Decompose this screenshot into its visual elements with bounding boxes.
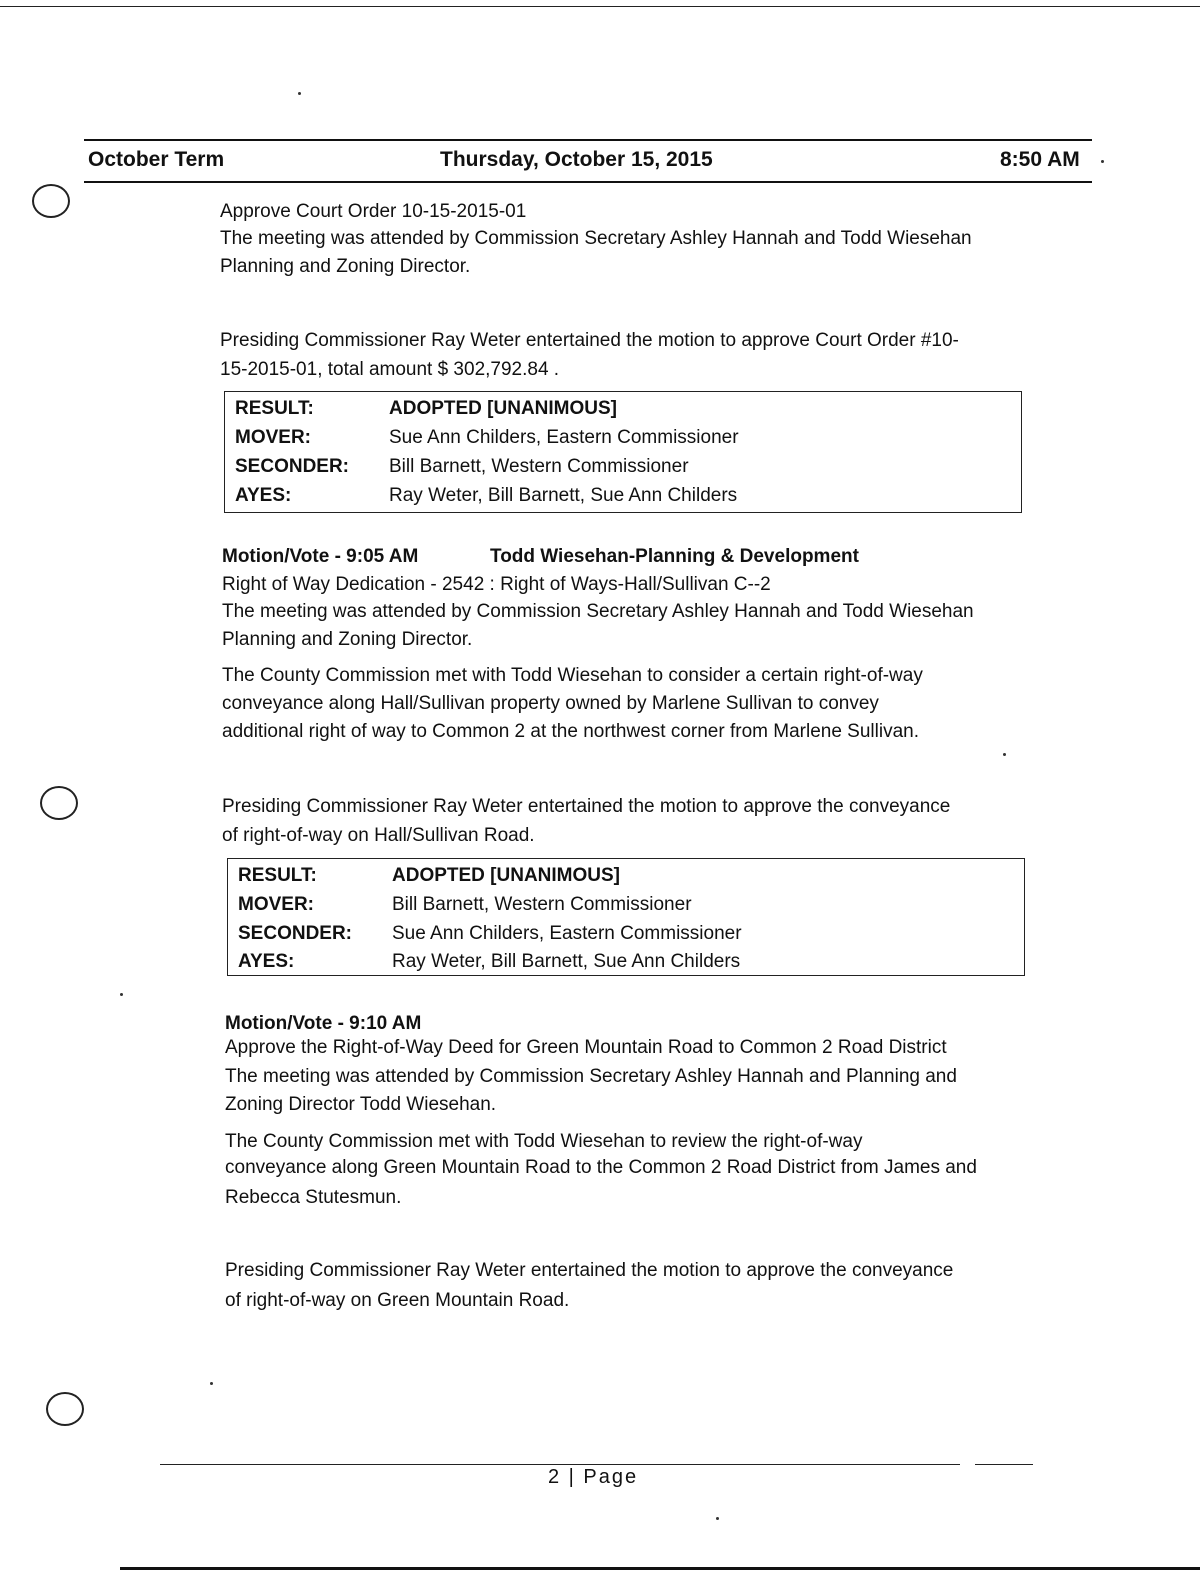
attendance-line: The meeting was attended by Commission Secretary Ashley Hannah and Todd Wiesehan xyxy=(220,228,972,249)
motion-text: Presiding Commissioner Ray Weter entertained the motion to approve Court Order #10- xyxy=(220,330,959,351)
ayes-value: Ray Weter, Bill Barnett, Sue Ann Childers xyxy=(392,951,741,972)
result-label: RESULT: xyxy=(238,865,317,886)
agenda-item-title: Approve the Right-of-Way Deed for Green Mountain Road to Common 2 Road District xyxy=(225,1037,947,1058)
footer-rule-segment xyxy=(975,1464,1033,1465)
vote-result-box xyxy=(224,391,1022,513)
scan-speck xyxy=(1101,160,1104,163)
result-label: RESULT: xyxy=(235,398,314,419)
motion-text: 15-2015-01, total amount $ 302,792.84 . xyxy=(220,359,560,380)
court-order-title: Approve Court Order 10-15-2015-01 xyxy=(220,201,527,222)
scan-bottom-edge xyxy=(120,1567,1200,1570)
scan-speck xyxy=(1003,753,1006,756)
ayes-label: AYES: xyxy=(235,485,292,506)
punch-hole xyxy=(46,1392,84,1426)
punch-hole xyxy=(32,184,70,218)
seconder-label: SECONDER: xyxy=(238,923,353,944)
discussion-text: Rebecca Stutesmun. xyxy=(225,1187,402,1208)
attendance-line: The meeting was attended by Commission Secretary Ashley Hannah and Todd Wiesehan xyxy=(222,601,974,622)
attendance-line: Planning and Zoning Director. xyxy=(222,629,473,650)
discussion-text: conveyance along Green Mountain Road to the Common 2 Road District from James and xyxy=(225,1157,977,1178)
agenda-item-title: Right of Way Dedication - 2542 : Right of Ways-Hall/Sullivan C--2 xyxy=(222,574,771,595)
vote-result-box xyxy=(227,858,1025,976)
header-rule-top xyxy=(84,139,1092,141)
seconder-label: SECONDER: xyxy=(235,456,350,477)
result-value: ADOPTED [UNANIMOUS] xyxy=(392,865,620,886)
attendance-line: Planning and Zoning Director. xyxy=(220,256,471,277)
ayes-value: Ray Weter, Bill Barnett, Sue Ann Childers xyxy=(389,485,738,506)
footer-rule xyxy=(160,1464,960,1465)
mover-value: Bill Barnett, Western Commissioner xyxy=(392,894,692,915)
attendance-line: The meeting was attended by Commission Secretary Ashley Hannah and Planning and xyxy=(225,1066,957,1087)
seconder-value: Sue Ann Childers, Eastern Commissioner xyxy=(392,923,742,944)
ayes-label: AYES: xyxy=(238,951,295,972)
motion-text: of right-of-way on Hall/Sullivan Road. xyxy=(222,825,535,846)
motion-heading: Motion/Vote - 9:10 AM xyxy=(225,1013,422,1034)
scan-speck xyxy=(120,993,123,996)
discussion-text: The County Commission met with Todd Wiesehan to review the right-of-way xyxy=(225,1131,863,1152)
presenter-heading: Todd Wiesehan-Planning & Development xyxy=(490,546,859,567)
punch-hole xyxy=(40,786,78,820)
header-term: October Term xyxy=(88,148,225,171)
header-time: 8:50 AM xyxy=(1000,148,1080,171)
result-value: ADOPTED [UNANIMOUS] xyxy=(389,398,617,419)
scan-speck xyxy=(210,1382,213,1385)
discussion-text: conveyance along Hall/Sullivan property owned by Marlene Sullivan to convey xyxy=(222,693,879,714)
motion-text: Presiding Commissioner Ray Weter entertained the motion to approve the conveyance xyxy=(225,1260,954,1281)
mover-label: MOVER: xyxy=(235,427,311,448)
motion-text: of right-of-way on Green Mountain Road. xyxy=(225,1290,570,1311)
discussion-text: additional right of way to Common 2 at the northwest corner from Marlene Sullivan. xyxy=(222,721,919,742)
header-rule-bottom xyxy=(84,181,1092,183)
header-date: Thursday, October 15, 2015 xyxy=(440,148,713,171)
mover-value: Sue Ann Childers, Eastern Commissioner xyxy=(389,427,739,448)
scan-speck xyxy=(716,1517,719,1520)
mover-label: MOVER: xyxy=(238,894,314,915)
discussion-text: The County Commission met with Todd Wiesehan to consider a certain right-of-way xyxy=(222,665,923,686)
motion-heading: Motion/Vote - 9:05 AM xyxy=(222,546,419,567)
page-number: 2 | Page xyxy=(548,1466,639,1488)
scan-top-edge xyxy=(0,6,1200,7)
seconder-value: Bill Barnett, Western Commissioner xyxy=(389,456,689,477)
motion-text: Presiding Commissioner Ray Weter entertained the motion to approve the conveyance xyxy=(222,796,951,817)
scan-speck xyxy=(298,92,301,95)
attendance-line: Zoning Director Todd Wiesehan. xyxy=(225,1094,497,1115)
